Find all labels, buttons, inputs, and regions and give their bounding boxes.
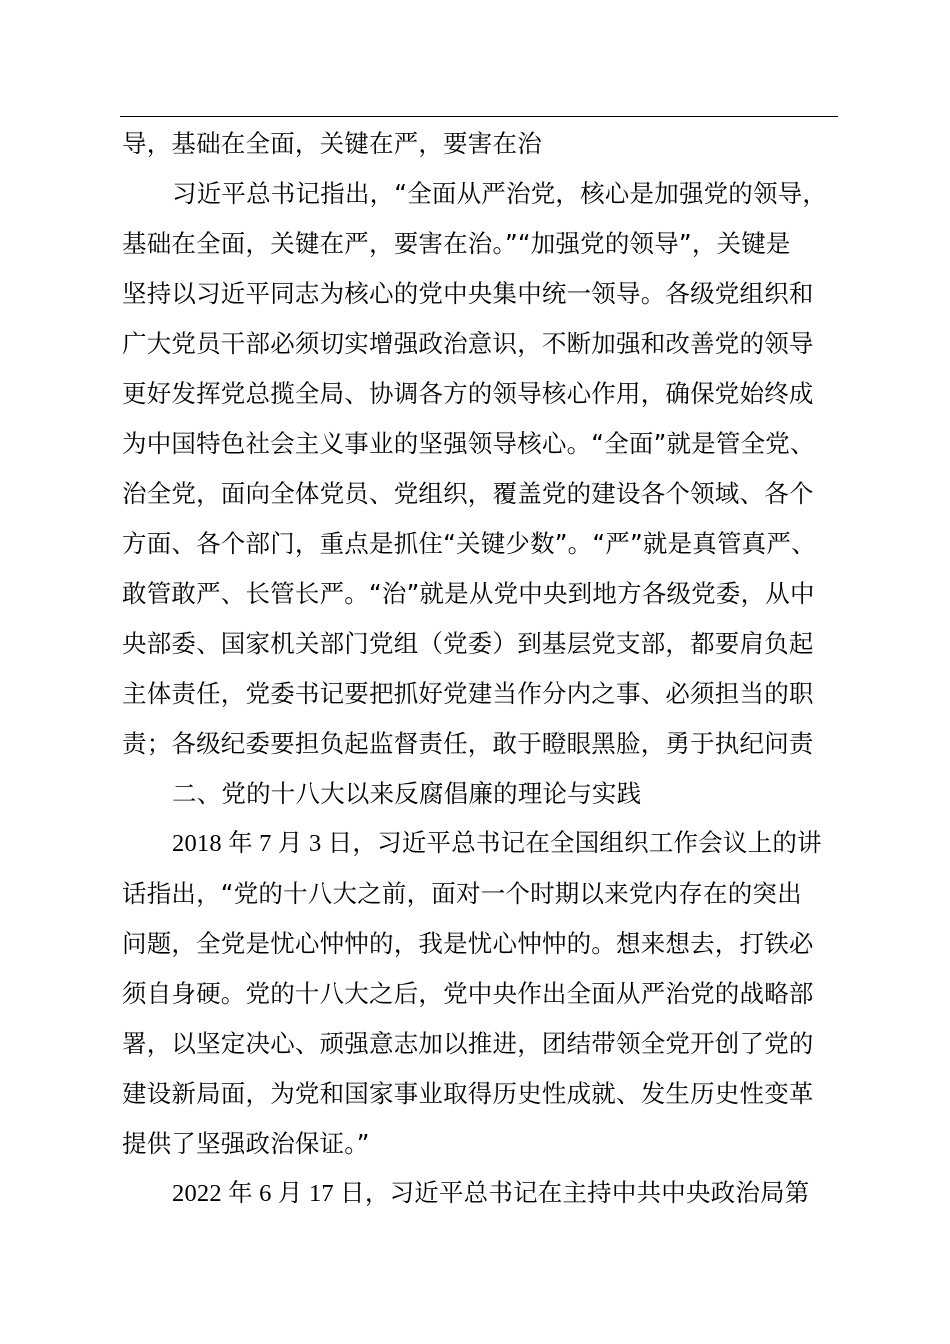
text-line: 话指出，“党的十八大之前，面对一个时期以来党内存在的突出 xyxy=(122,879,802,908)
text-line: 责；各级纪委要担负起监督责任，敢于瞪眼黑脸，勇于执纪问责 xyxy=(122,729,814,758)
text-line: 方面、各个部门，重点是抓住“关键少数”。“严”就是真管真严、 xyxy=(122,529,816,558)
paragraph-first-line: 习近平总书记指出，“全面从严治党，核心是加强党的领导， xyxy=(172,179,828,208)
text-line: 为中国特色社会主义事业的坚强领导核心。“全面”就是管全党、 xyxy=(122,429,815,458)
text-line: 坚持以习近平同志为核心的党中央集中统一领导。各级党组织和 xyxy=(122,279,814,308)
text-line: 敢管敢严、长管长严。“治”就是从党中央到地方各级党委，从中 xyxy=(122,579,815,608)
text-line: 主体责任，党委书记要把抓好党建当作分内之事、必须担当的职 xyxy=(122,679,814,708)
text-line: 须自身硬。党的十八大之后，党中央作出全面从严治党的战略部 xyxy=(122,979,814,1008)
header-rule xyxy=(120,116,838,117)
text-line: 提供了坚强政治保证。” xyxy=(122,1129,370,1158)
text-line: 基础在全面，关键在严，要害在治。”“加强党的领导”，关键是 xyxy=(122,229,791,258)
text-line: 更好发挥党总揽全局、协调各方的领导核心作用，确保党始终成 xyxy=(122,379,814,408)
text-line: 导，基础在全面，关键在严，要害在治 xyxy=(122,129,542,158)
text-line: 治全党，面向全体党员、党组织，覆盖党的建设各个领域、各个 xyxy=(122,479,814,508)
paragraph-first-line: 2018 年 7 月 3 日，习近平总书记在全国组织工作会议上的讲 xyxy=(172,830,822,857)
paragraph-first-line: 2022 年 6 月 17 日，习近平总书记在主持中共中央政治局第 xyxy=(172,1180,810,1207)
text-line: 广大党员干部必须切实增强政治意识，不断加强和改善党的领导 xyxy=(122,329,814,358)
text-line: 建设新局面，为党和国家事业取得历史性成就、发生历史性变革 xyxy=(122,1079,814,1108)
text-line: 署，以坚定决心、顽强意志加以推进，团结带领全党开创了党的 xyxy=(122,1029,814,1058)
text-line: 问题，全党是忧心忡忡的，我是忧心忡忡的。想来想去，打铁必 xyxy=(122,929,814,958)
text-line: 央部委、国家机关部门党组（党委）到基层党支部，都要肩负起 xyxy=(122,629,814,658)
section-heading: 二、党的十八大以来反腐倡廉的理论与实践 xyxy=(172,779,642,808)
